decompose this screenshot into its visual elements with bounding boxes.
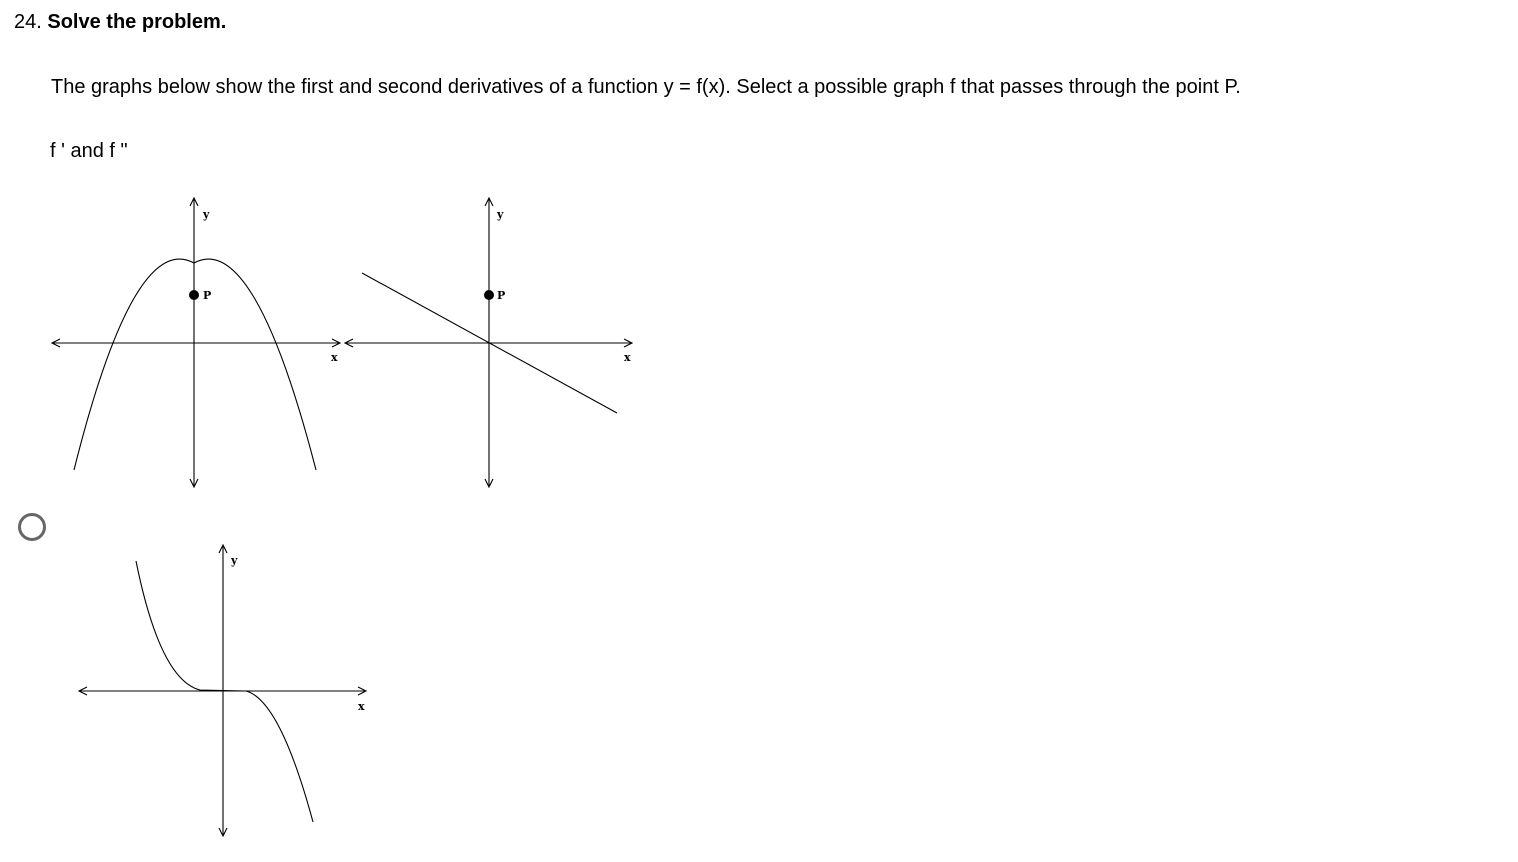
y-axis-label: y	[203, 208, 210, 221]
answer-option-graph[interactable]	[0, 0, 400, 860]
y-axis-label: y	[231, 554, 238, 567]
question-number: 24.	[14, 11, 42, 33]
question-title: Solve the problem.	[47, 11, 227, 33]
graphs-label: f ' and f "	[50, 140, 128, 162]
point-p-marker	[484, 290, 494, 300]
x-axis-label: x	[358, 700, 365, 713]
question-prompt: The graphs below show the first and second derivatives of a function y = f(x). Select a possible graph f that passes through the point P.	[51, 76, 1241, 98]
y-axis-label: y	[497, 208, 504, 221]
x-axis-label: x	[331, 351, 338, 364]
point-p-label: P	[497, 289, 506, 302]
x-axis-label: x	[624, 351, 631, 364]
point-p-label: P	[203, 289, 212, 302]
